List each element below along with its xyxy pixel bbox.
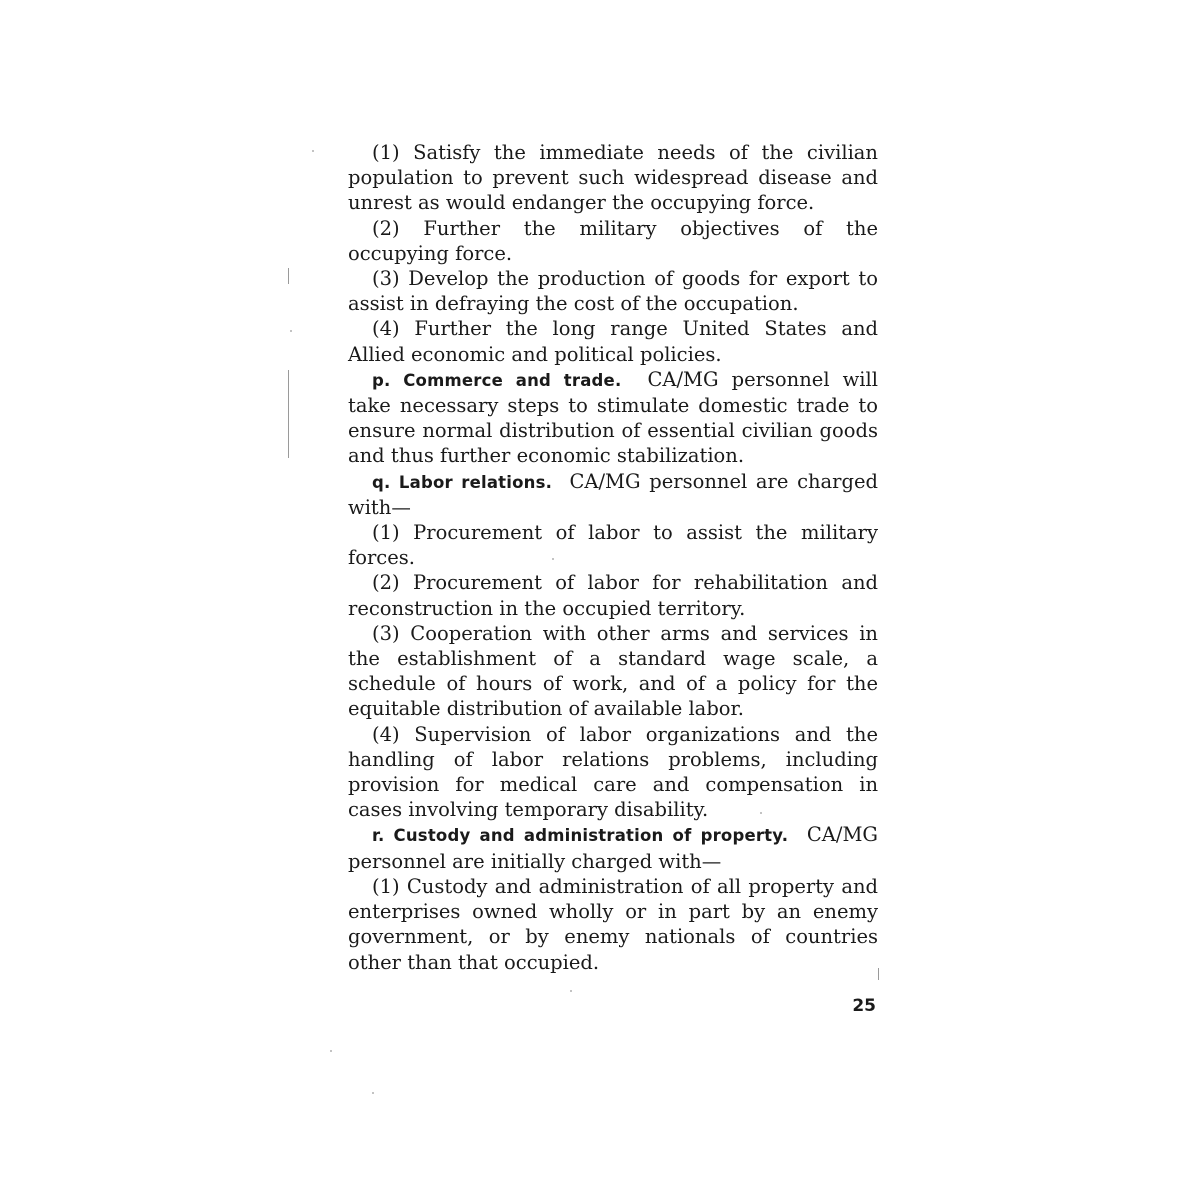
scan-speck — [760, 812, 762, 814]
scan-speck — [330, 1050, 332, 1052]
paragraph-property-1 — [348, 874, 878, 975]
scan-speck — [312, 150, 314, 152]
paragraph-labor-4 — [348, 722, 878, 823]
section-p-commerce — [348, 367, 878, 469]
section-heading: p. Commerce and trade. — [372, 370, 622, 390]
paragraph-1 — [348, 140, 878, 216]
paragraph-text: (1) Satisfy the immediate needs of the civilian population to prevent such widespread disease and unrest as would endanger the occupying force. — [348, 141, 878, 215]
paragraph-text: (2) Further the military objectives of the occupying force. — [348, 216, 878, 265]
scan-speck — [552, 558, 554, 560]
paragraph-text: (1) Procurement of labor to assist the military forces. — [348, 521, 878, 570]
margin-mark — [288, 370, 289, 458]
scan-speck — [372, 1092, 374, 1094]
section-q-labor — [348, 469, 878, 520]
paragraph-2 — [348, 216, 878, 266]
paragraph-text: (2) Procurement of labor for rehabilitation and reconstruction in the occupied territory. — [348, 571, 878, 620]
margin-mark — [878, 968, 879, 980]
section-r-property — [348, 822, 878, 873]
paragraph-text: CA/MG personnel are initially charged with— — [348, 823, 878, 873]
paragraph-4 — [348, 316, 878, 366]
paragraph-text: (1) Custody and administration of all property and enterprises owned wholly or in part by an enemy government, or by enemy nationals of countries other than that occupied. — [348, 874, 878, 974]
page-body — [348, 140, 878, 975]
section-heading: q. Labor relations. — [372, 472, 553, 492]
margin-mark — [288, 268, 289, 284]
paragraph-3 — [348, 266, 878, 316]
scan-speck — [290, 330, 292, 332]
paragraph-labor-2 — [348, 570, 878, 620]
paragraph-text: CA/MG personnel are charged with— — [348, 469, 878, 519]
paragraph-text: CA/MG personnel will take necessary steps to stimulate domestic trade to ensure normal distribution of essential civilian goods and thus further economic stabilization. — [348, 367, 878, 468]
scan-speck — [570, 990, 572, 992]
paragraph-text: (4) Further the long range United States and Allied economic and political policies. — [348, 317, 878, 366]
paragraph-labor-3 — [348, 621, 878, 722]
paragraph-text: (3) Develop the production of goods for export to assist in defraying the cost of the occupation. — [348, 267, 878, 316]
paragraph-text: (3) Cooperation with other arms and services in the establishment of a standard wage scale, a schedule of hours of work, and of a policy for the equitable distribution of available labor. — [348, 621, 878, 721]
paragraph-labor-1 — [348, 520, 878, 570]
paragraph-text: (4) Supervision of labor organizations and the handling of labor relations problems, including provision for medical care and compensation in cases involving temporary disability. — [348, 722, 878, 822]
section-heading: r. Custody and administration of property. — [372, 826, 789, 846]
page-number: 25 — [852, 996, 876, 1016]
